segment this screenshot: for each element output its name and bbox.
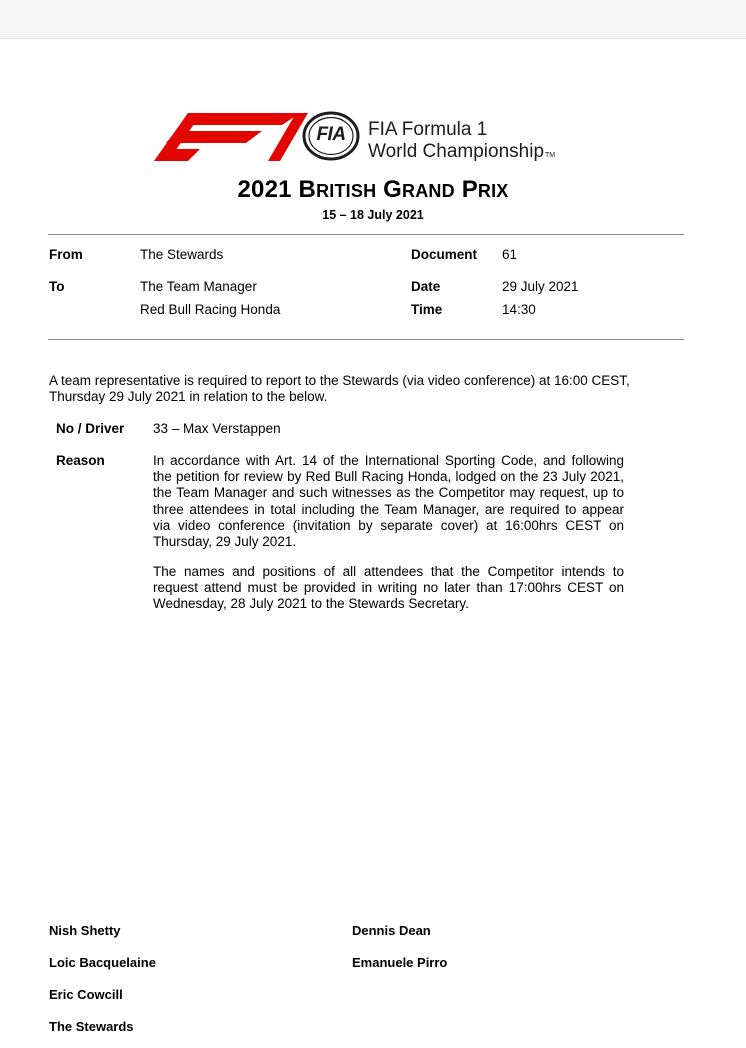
intro-line-1: A team representative is required to report to the Stewards (via video conference) at 16:00 CEST, <box>49 373 630 388</box>
event-title <box>0 176 746 204</box>
driver-label: No / Driver <box>56 421 125 436</box>
reason-p2-line: Wednesday, 28 July 2021 to the Stewards Secretary. <box>153 596 469 612</box>
signature-name: Dennis Dean <box>352 923 431 938</box>
title-part-6: RIX <box>477 181 509 201</box>
fia-badge-text: FIA <box>316 124 346 145</box>
title-part-4: RAND <box>402 181 455 201</box>
reason-p1-line: via video conference (invitation by separate cover) at 16:00hrs CEST on <box>153 517 624 533</box>
signature-name: Emanuele Pirro <box>352 955 448 970</box>
signature-name: Eric Cowcill <box>49 987 123 1002</box>
to-value-line1: The Team Manager <box>140 279 257 294</box>
reason-p1-line: three attendees in total including the Team Manager, are required to appear <box>153 501 624 517</box>
bottom-divider <box>48 339 684 340</box>
viewer-top-bar <box>0 0 746 39</box>
brand-line-2-text: World Championship <box>368 141 545 162</box>
title-part-1: 2021 B <box>237 176 317 203</box>
event-dates: 15 – 18 July 2021 <box>322 208 424 222</box>
brand-text <box>368 119 555 167</box>
reason-p2-line: request attend must be provided in writing no later than 17:00hrs CEST on <box>153 580 624 596</box>
trademark-mark: TM <box>545 152 556 159</box>
to-label: To <box>49 279 65 294</box>
reason-p1-line: In accordance with Art. 14 of the International Sporting Code, and following <box>153 453 624 468</box>
reason-paragraph-2 <box>153 564 624 613</box>
date-value: 29 July 2021 <box>502 279 579 294</box>
reason-p2-line: The names and positions of all attendees that the Competitor intends to <box>153 564 624 579</box>
reason-p1-line: the petition for review by Red Bull Racing Honda, lodged on the 23 July 2021, <box>153 469 624 485</box>
title-part-5: P <box>454 176 478 203</box>
reason-p1-line: the Team Manager and such witnesses as the Competitor may request, up to <box>153 485 624 501</box>
reason-p1-line: Thursday, 29 July 2021. <box>153 534 297 550</box>
fia-badge <box>302 111 360 161</box>
from-label: From <box>49 247 83 262</box>
signature-name: Nish Shetty <box>49 923 121 938</box>
to-value-line2: Red Bull Racing Honda <box>140 302 281 317</box>
reason-label: Reason <box>56 453 105 468</box>
driver-value: 33 – Max Verstappen <box>153 421 281 436</box>
signature-name: Loic Bacquelaine <box>49 955 156 970</box>
document-value: 61 <box>502 247 518 262</box>
f1-fia-logo <box>150 105 600 175</box>
intro-line-2: Thursday 29 July 2021 in relation to the below. <box>49 389 328 404</box>
brand-line-1: FIA Formula 1 <box>368 119 488 140</box>
f1-one-icon <box>260 113 308 161</box>
time-value: 14:30 <box>502 302 536 317</box>
document-label: Document <box>411 247 478 262</box>
top-divider <box>48 234 684 235</box>
from-value: The Stewards <box>140 247 224 262</box>
signatory-title: The Stewards <box>49 1019 134 1034</box>
title-part-3: G <box>376 176 403 203</box>
title-part-2: RITISH <box>316 181 377 201</box>
date-label: Date <box>411 279 441 294</box>
time-label: Time <box>411 302 443 317</box>
brand-line-2 <box>368 141 555 167</box>
reason-paragraph-1 <box>153 453 624 550</box>
